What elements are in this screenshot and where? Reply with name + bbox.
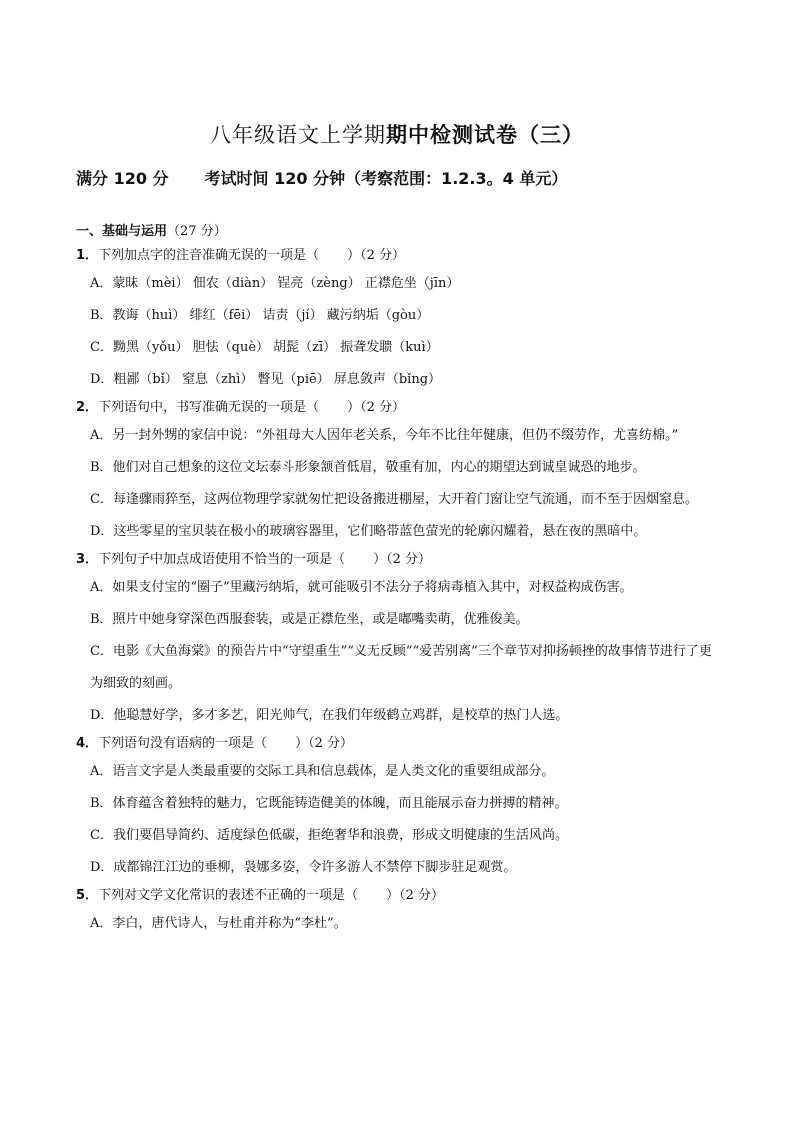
- option-a: A．蒙昧（mèi） 佃农（diàn） 锃亮（zèng） 正襟危坐（jīn）: [90, 276, 460, 291]
- option-d: D．他聪慧好学，多才多艺，阳光帅气，在我们年级鹤立鸡群，是校草的热门人选。: [90, 708, 569, 723]
- question-score: ）（2 分）: [295, 736, 353, 751]
- question-score: ）（2 分）: [386, 888, 444, 903]
- exam-meta: [76, 166, 776, 192]
- exam-time: 考试时间 120 分钟（考察范围：1.2.3。4 单元）: [204, 169, 568, 188]
- question-3: [76, 548, 724, 572]
- question-stem: 下列加点字的注音准确无误的一项是（: [98, 248, 320, 263]
- option-d: D．成都锦江江边的垂柳，袅娜多姿，令许多游人不禁停下脚步驻足观赏。: [90, 860, 517, 875]
- question-4: [76, 732, 724, 756]
- option-a: A．李白，唐代诗人，与杜甫并称为“李杜”。: [90, 916, 347, 931]
- full-score: 满分 120 分: [76, 169, 169, 188]
- option-d: D．这些零星的宝贝装在极小的玻璃容器里，它们略带蓝色萤光的轮廓闪耀着，悬在夜的黑暗中。: [90, 524, 647, 539]
- title-light: 八年级语文上学期: [210, 123, 386, 147]
- question-number: 5．: [76, 888, 99, 903]
- section-heading: [76, 220, 724, 244]
- page-title: [0, 118, 794, 152]
- option-b: B．他们对自己想象的这位文坛泰斗形象颔首低眉，敬重有加，内心的期望达到诚皇诚恐的地步。: [90, 460, 646, 475]
- question-stem: 下列语句没有语病的一项是（: [98, 736, 268, 751]
- section-points: （27 分）: [167, 224, 227, 239]
- section-title: 一、基础与运用: [76, 224, 168, 239]
- question-2: [76, 396, 724, 420]
- option-a: A．另一封外甥的家信中说：“外祖母大人因年老关系，今年不比往年健康，但仍不缀劳作，尤喜纺棉。”: [90, 428, 679, 443]
- option-b: B．体育蕴含着独特的魅力，它既能铸造健美的体魄，而且能展示奋力拼搏的精神。: [90, 796, 568, 811]
- option-c: C．每逢骤雨猝至，这两位物理学家就匆忙把设备搬进棚屋，大开着门窗让空气流通，而不至于因烟窒息。: [90, 492, 698, 507]
- question-number: 4．: [76, 736, 99, 751]
- option-b: B．教诲（huì） 绯红（fēi） 诘责（jí） 藏污纳垢（gòu）: [90, 308, 430, 323]
- option-a: A．语言文字是人类最重要的交际工具和信息载体，是人类文化的重要组成部分。: [90, 764, 555, 779]
- question-number: 1．: [76, 248, 99, 263]
- option-a: A．如果支付宝的“圈子”里藏污纳垢，就可能吸引不法分子将病毒植入其中，对权益构成伤害。: [90, 580, 633, 595]
- title-bold: 期中检测试卷（三）: [386, 122, 584, 147]
- option-b: B．照片中她身穿深色西服套装，或是正襟危坐，或是嘟嘴卖萌，优雅俊美。: [90, 612, 529, 627]
- option-c: C．我们要倡导简约、适度绿色低碳，拒绝奢华和浪费，形成文明健康的生活风尚。: [90, 828, 568, 843]
- exam-content: [76, 220, 724, 940]
- option-c: C．黝黑（yǒu） 胆怯（què） 胡髭（zī） 振聋发聩（kuì）: [90, 340, 439, 355]
- question-score: ）（2 分）: [347, 400, 405, 415]
- question-1: [76, 244, 724, 268]
- question-5: [76, 884, 724, 908]
- question-number: 3．: [76, 552, 99, 567]
- question-stem: 下列对文学文化常识的表述不正确的一项是（: [98, 888, 359, 903]
- option-d: D．粗鄙（bǐ） 窒息（zhì） 瞥见（piē） 屏息敛声（bǐng）: [90, 372, 442, 387]
- question-score: ）（2 分）: [373, 552, 431, 567]
- question-score: ）（2 分）: [347, 248, 405, 263]
- option-c: C．电影《大鱼海棠》的预告片中“守望重生”“义无反顾”“爱苦别离”三个章节对抑扬顿挫的故事情节进行了更为细致的刻画。: [90, 644, 712, 691]
- question-number: 2．: [76, 400, 99, 415]
- question-stem: 下列句子中加点成语使用不恰当的一项是（: [98, 552, 346, 567]
- question-stem: 下列语句中，书写准确无误的一项是（: [98, 400, 320, 415]
